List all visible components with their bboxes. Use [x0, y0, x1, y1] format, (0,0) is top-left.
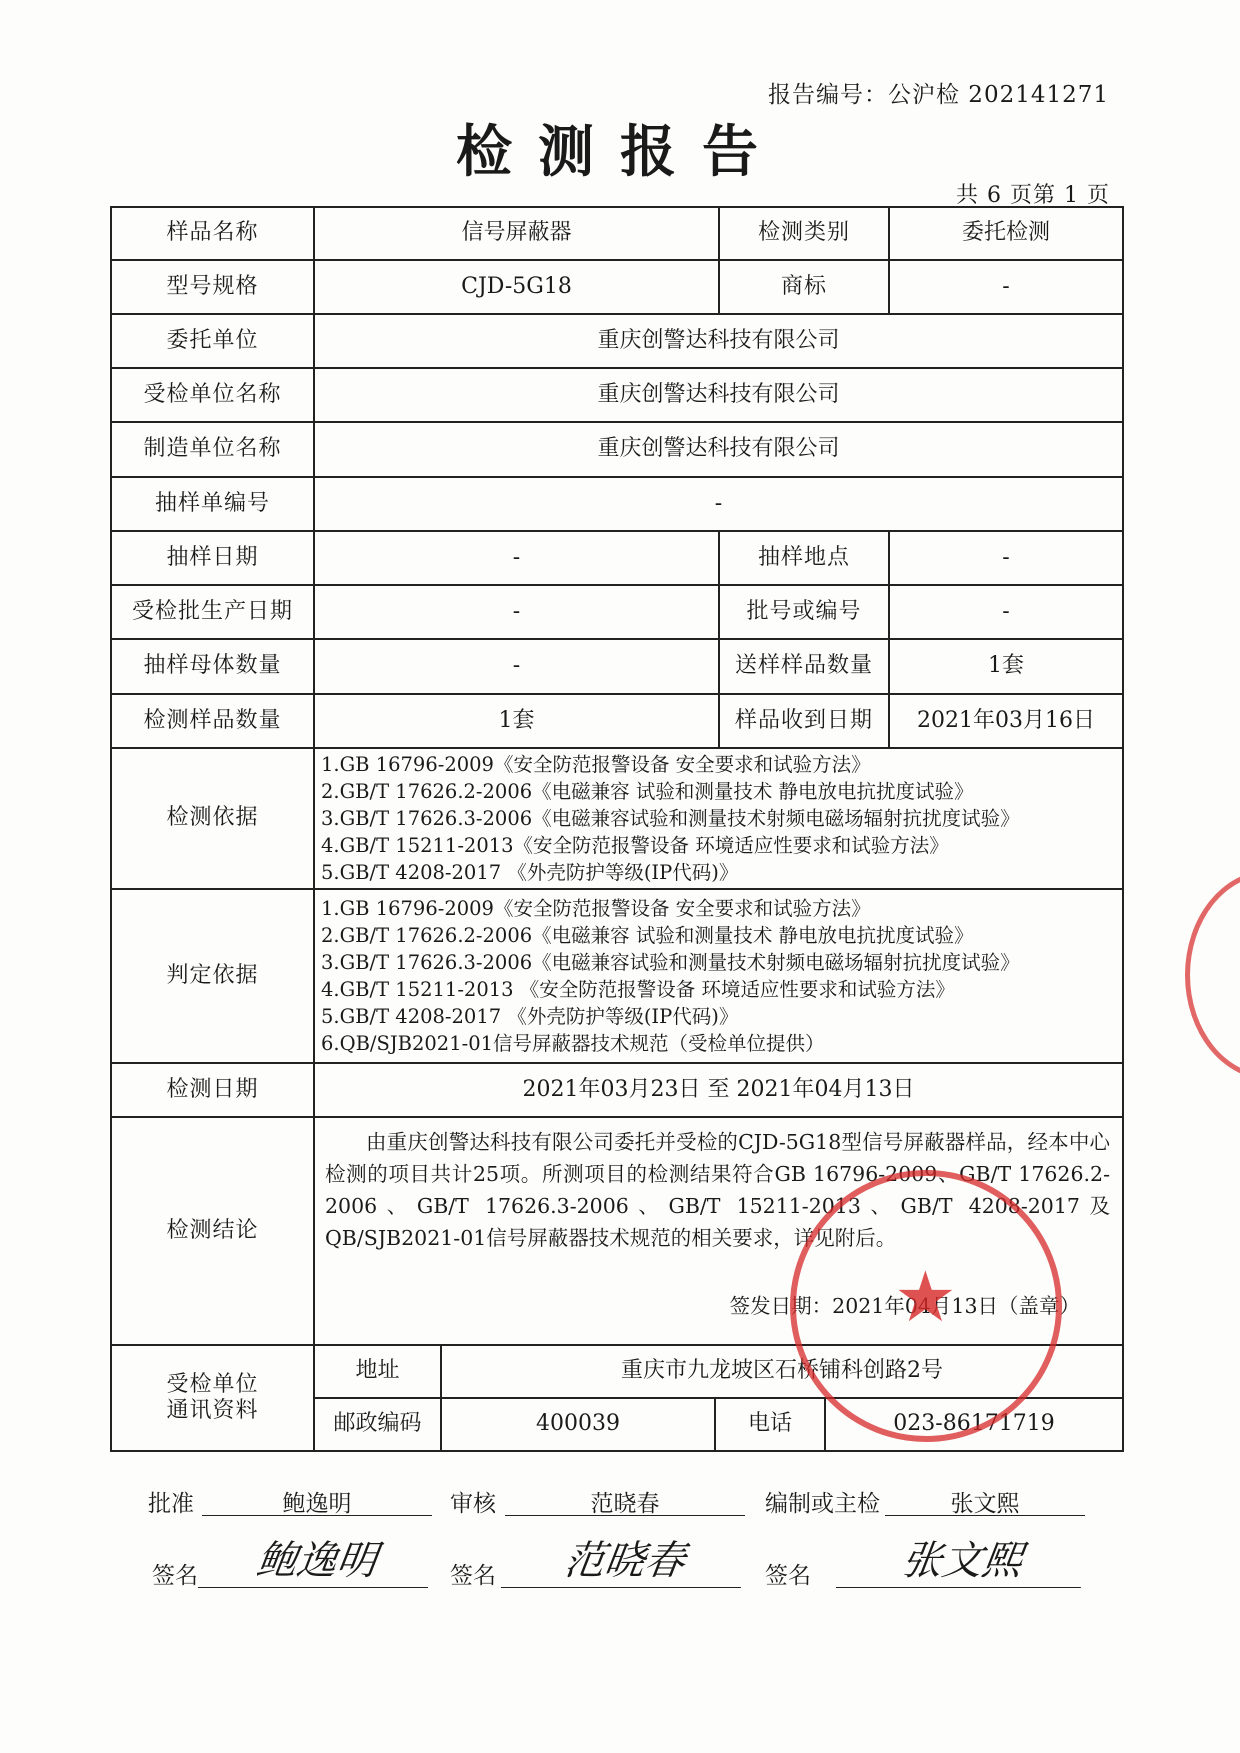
review-name: 范晓春	[505, 1485, 745, 1516]
review-sign-label: 签名	[450, 1563, 496, 1589]
test-basis-item: 1.GB 16796-2009《安全防范报警设备 安全要求和试验方法》	[321, 753, 871, 776]
inspected-unit-value: 重庆创警达科技有限公司	[314, 368, 1123, 422]
sample-name-value: 信号屏蔽器	[314, 207, 719, 260]
test-basis-label: 检测依据	[111, 748, 314, 889]
sample-name-label: 样品名称	[111, 207, 314, 260]
parent-qty-label: 抽样母体数量	[111, 639, 314, 694]
sampling-place-label: 抽样地点	[719, 531, 889, 585]
approve-name: 鲍逸明	[202, 1485, 432, 1516]
production-date-value: -	[314, 585, 719, 639]
approve-signature: 鲍逸明	[198, 1529, 436, 1588]
judge-basis-list	[314, 889, 1123, 1063]
sent-qty-label: 送样样品数量	[719, 639, 889, 694]
conclusion-label: 检测结论	[111, 1117, 314, 1345]
client-value: 重庆创警达科技有限公司	[314, 314, 1123, 368]
test-date-label: 检测日期	[111, 1063, 314, 1117]
sampling-date-label: 抽样日期	[111, 531, 314, 585]
contact-label-line: 受检单位	[166, 1371, 259, 1397]
phone-label: 电话	[715, 1398, 825, 1450]
client-label: 委托单位	[111, 314, 314, 368]
editor-sign-label: 签名	[765, 1563, 811, 1589]
report-number: 报告编号：公沪检 202141271	[768, 82, 1110, 108]
document-title: 检测报告	[456, 119, 784, 185]
test-type-label: 检测类别	[719, 207, 889, 260]
test-basis-item: 3.GB/T 17626.3-2006《电磁兼容试验和测量技术射频电磁场辐射抗扰度试验》	[321, 807, 1020, 830]
sampling-date-value: -	[314, 531, 719, 585]
signature-block	[140, 1485, 1110, 1605]
approve-sign-label: 签名	[152, 1563, 198, 1589]
review-label: 审核	[450, 1491, 496, 1517]
received-date-label: 样品收到日期	[719, 694, 889, 748]
test-basis-item: 2.GB/T 17626.2-2006《电磁兼容 试验和测量技术 静电放电抗扰度试验》	[321, 780, 974, 803]
judge-basis-item: 4.GB/T 15211-2013 《安全防范报警设备 环境适应性要求和试验方法》	[321, 978, 955, 1001]
sampling-no-label: 抽样单编号	[111, 477, 314, 531]
model-label: 型号规格	[111, 260, 314, 314]
judge-basis-item: 6.QB/SJB2021-01信号屏蔽器技术规范（受检单位提供）	[321, 1032, 825, 1055]
model-value: CJD-5G18	[314, 260, 719, 314]
page-count: 共 6 页第 1 页	[956, 183, 1110, 208]
test-basis-list	[314, 748, 1123, 889]
production-date-label: 受检批生产日期	[111, 585, 314, 639]
sent-qty-value: 1套	[889, 639, 1123, 694]
parent-qty-value: -	[314, 639, 719, 694]
contact-label	[111, 1345, 314, 1451]
maker-label: 制造单位名称	[111, 422, 314, 477]
test-basis-item: 5.GB/T 4208-2017 《外壳防护等级(IP代码)》	[321, 861, 739, 884]
judge-basis-item: 3.GB/T 17626.3-2006《电磁兼容试验和测量技术射频电磁场辐射抗扰度试验》	[321, 951, 1020, 974]
batch-label: 批号或编号	[719, 585, 889, 639]
maker-value: 重庆创警达科技有限公司	[314, 422, 1123, 477]
received-date-value: 2021年03月16日	[889, 694, 1123, 748]
judge-basis-label: 判定依据	[111, 889, 314, 1063]
editor-label: 编制或主检	[765, 1491, 880, 1517]
inspected-unit-label: 受检单位名称	[111, 368, 314, 422]
brand-value: -	[889, 260, 1123, 314]
review-signature: 范晓春	[501, 1529, 749, 1588]
partial-seal	[1185, 870, 1240, 1080]
test-qty-value: 1套	[314, 694, 719, 748]
address-value: 重庆市九龙坡区石桥铺科创路2号	[441, 1346, 1122, 1398]
test-type-value: 委托检测	[889, 207, 1123, 260]
editor-signature: 张文熙	[836, 1529, 1089, 1588]
brand-label: 商标	[719, 260, 889, 314]
address-label: 地址	[355, 1358, 400, 1384]
judge-basis-item: 2.GB/T 17626.2-2006《电磁兼容 试验和测量技术 静电放电抗扰度试验》	[321, 924, 974, 947]
approve-label: 批准	[148, 1491, 194, 1517]
test-qty-label: 检测样品数量	[111, 694, 314, 748]
seal-star-icon: ★	[894, 1256, 957, 1338]
postcode-value: 400039	[441, 1398, 715, 1450]
test-basis-item: 4.GB/T 15211-2013《安全防范报警设备 环境适应性要求和试验方法》	[321, 834, 949, 857]
editor-name: 张文熙	[885, 1485, 1085, 1516]
phone-value: 023-86171719	[825, 1398, 1122, 1450]
test-date-value: 2021年03月23日 至 2021年04月13日	[314, 1063, 1123, 1117]
judge-basis-item: 1.GB 16796-2009《安全防范报警设备 安全要求和试验方法》	[321, 897, 871, 920]
sampling-place-value: -	[889, 531, 1123, 585]
official-seal	[790, 1170, 1062, 1442]
contact-label-line: 通讯资料	[166, 1398, 259, 1423]
postcode-label: 邮政编码	[315, 1398, 441, 1450]
judge-basis-item: 5.GB/T 4208-2017 《外壳防护等级(IP代码)》	[321, 1005, 739, 1028]
batch-value: -	[889, 585, 1123, 639]
sampling-no-value: -	[314, 477, 1123, 531]
conclusion-text: 由重庆创警达科技有限公司委托并受检的CJD-5G18型信号屏蔽器样品，经本中心检测的项目共计25项。所测项目的检测结果符合GB 16796-2009、GB/T 17626.2-2006、GB/T 17626.3-2006、GB/T 15211-2013、GB/T 4208-2017及QB/SJB2021-01信号屏蔽器技术规范的相关要求，详见附后。	[325, 1130, 1110, 1250]
issue-date: 签发日期：2021年04月13日（盖章）	[729, 1294, 1080, 1318]
